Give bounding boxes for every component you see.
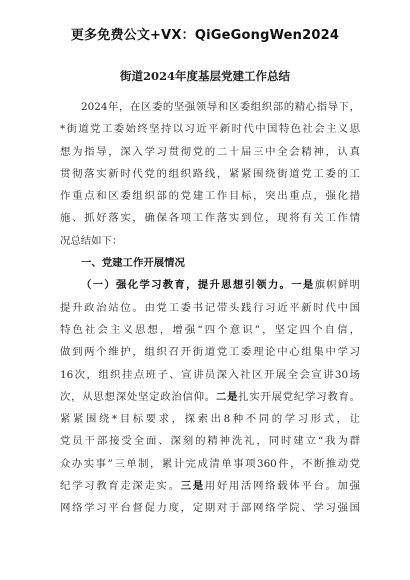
line-text: 用好用活网络载体平台。加强 — [204, 480, 360, 493]
paragraph-line: 16次，组织挂点班子、宣讲员深入社区开展全会宣讲30场 — [60, 368, 360, 381]
paragraph-line: 众办实事”三单制，累计完成清单事项360件，不断推动党 — [60, 457, 360, 470]
point-marker: 一是 — [291, 279, 315, 292]
section-heading: 一、党建工作开展情况 — [81, 257, 185, 270]
paragraph-line: 贯彻落实新时代党的组织路线，紧紧围绕街道党工委的工 — [60, 167, 360, 180]
paragraph-line: 想为指导，深入学习贯彻党的二十届三中全会精神，认真 — [60, 145, 360, 158]
line-text: 旗帜鲜明 — [314, 279, 360, 292]
subsection-heading: （一）强化学习教育，提升思想引领力。 — [81, 279, 292, 292]
document-body — [60, 96, 360, 520]
paragraph-line: 特色社会主义思想，增强“四个意识”，坚定四个自信， — [60, 323, 360, 336]
line-text: 扎实开展党纪学习教育。 — [238, 390, 360, 403]
paragraph-line: 提升政治站位。由党工委书记带头践行习近平新时代中国 — [60, 301, 360, 314]
paragraph-line — [60, 475, 360, 497]
paragraph-line: 2024年，在区委的坚强领导和区委组织部的精心指导下， — [81, 101, 360, 113]
line-text: 次，从思想深处坚定政治信仰。 — [60, 390, 216, 403]
line-text: 纪学习教育走深走实。 — [60, 480, 181, 493]
paragraph-line: 紧紧围绕*目标要求，探索出8种不同的学习形式，让 — [60, 413, 360, 426]
paragraph-line: 网络学习平台督促力度，定期对于部网络学院、学习强国 — [60, 502, 360, 515]
point-marker: 二是 — [215, 390, 239, 403]
paragraph-line: 做到两个维护，组织召开街道党工委理论中心组集中学习 — [60, 346, 360, 359]
paragraph-line: 施、抓好落实，确保各项工作落实到位，现将有关工作情 — [60, 212, 360, 225]
paragraph-line — [60, 386, 360, 408]
promo-banner: 更多免费公文+VX：QiGeGongWen2024 — [70, 28, 340, 43]
subsection-line — [60, 274, 360, 296]
paragraph-line: 况总结如下： — [60, 234, 123, 247]
point-marker: 三是 — [180, 480, 205, 493]
paragraph-line: *街道党工委始终坚持以习近平新时代中国特色社会主义思 — [60, 123, 360, 136]
paragraph-line: 党员干部接受全面、深刻的精神洗礼，同时建立“我为群 — [60, 435, 360, 448]
paragraph-line: 作重点和区委组织部的党建工作目标，突出重点，强化措 — [60, 190, 360, 203]
document-title: 街道2024年度基层党建工作总结 — [119, 69, 290, 83]
